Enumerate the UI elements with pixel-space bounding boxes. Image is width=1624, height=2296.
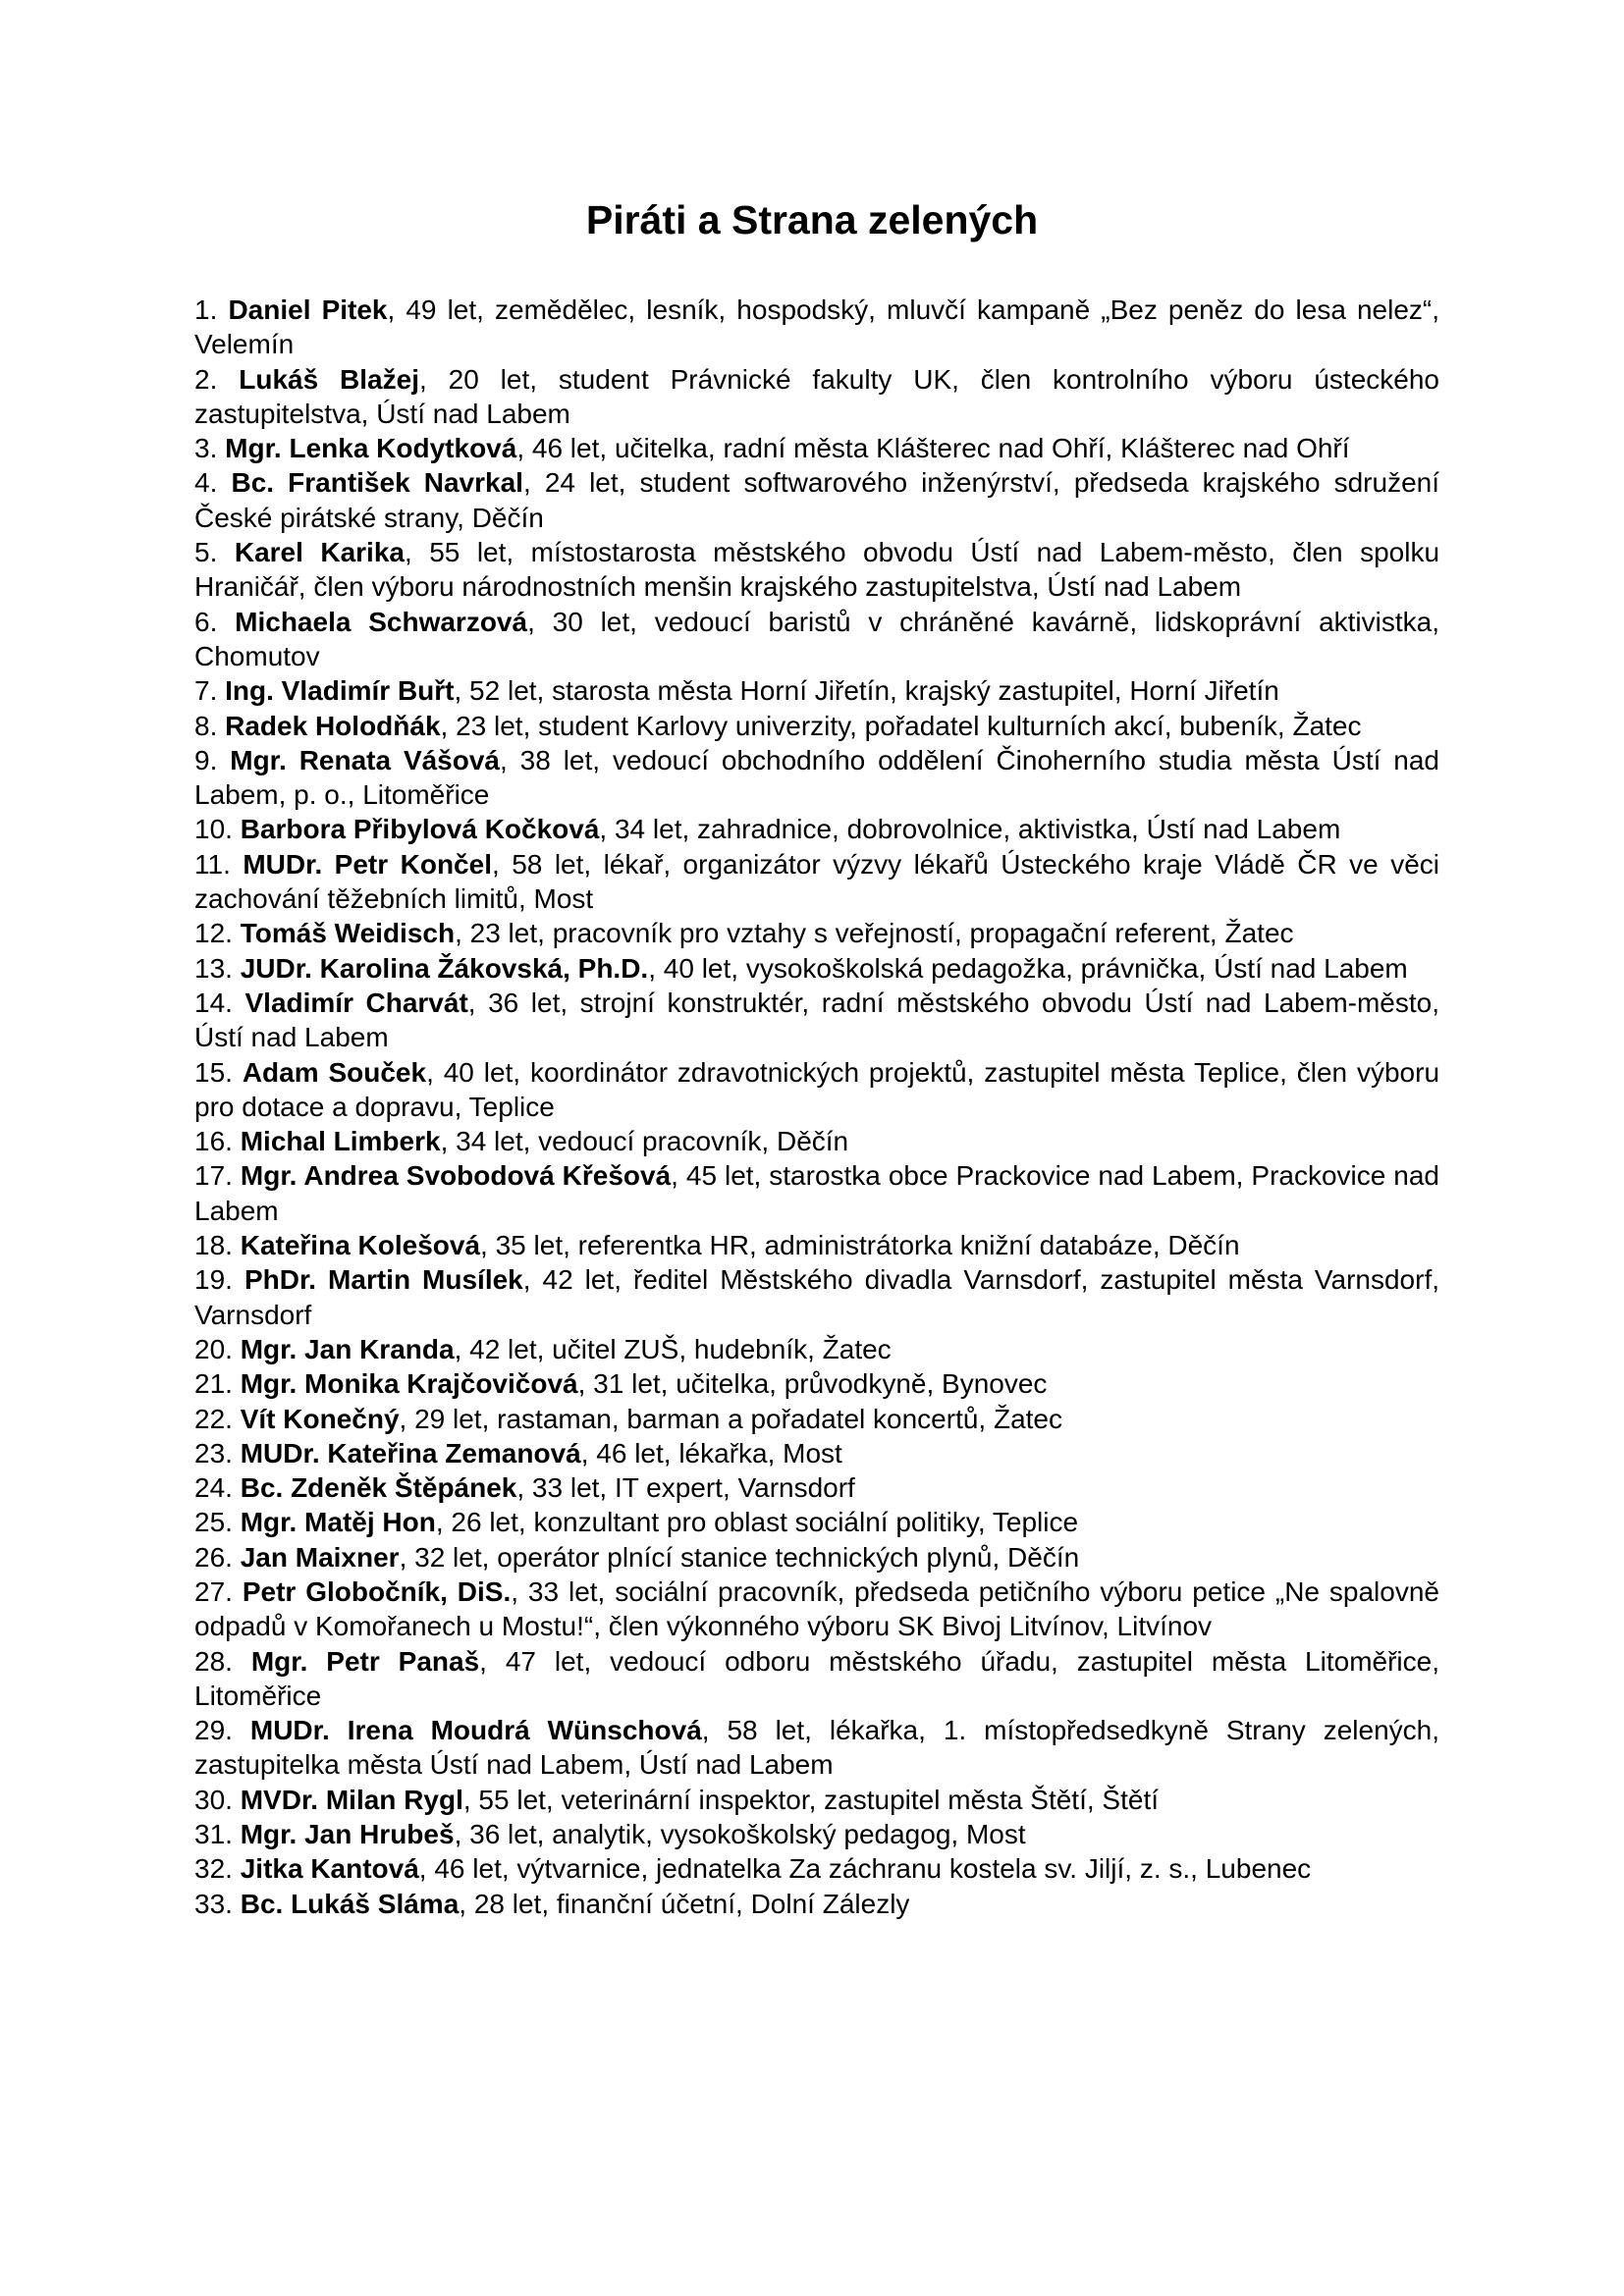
candidate-description: , 24 let, student softwarového inženýrství, předseda krajského sdružení České pirátské strany, Děčín xyxy=(194,467,1440,533)
candidate-item xyxy=(194,1817,1439,1851)
candidate-name: Vít Konečný xyxy=(240,1403,400,1434)
candidate-item xyxy=(194,1055,1439,1125)
candidate-name: Mgr. Andrea Svobodová Křešová xyxy=(240,1160,672,1192)
candidate-number: 11. xyxy=(194,848,231,880)
candidate-name: Bc. František Navrkal xyxy=(231,467,523,499)
candidate-number: 18. xyxy=(194,1230,233,1261)
candidate-name: MUDr. Petr Končel xyxy=(243,848,492,880)
candidate-description: , 34 let, vedoucí pracovník, Děčín xyxy=(440,1126,849,1157)
candidate-item xyxy=(194,1887,1439,1921)
candidate-item xyxy=(194,1783,1439,1817)
candidate-description: , 47 let, vedoucí odboru městského úřadu, zastupitel města Litoměřice, Litoměřice xyxy=(194,1645,1439,1711)
candidate-item xyxy=(194,1575,1439,1644)
candidate-item xyxy=(194,362,1439,432)
candidate-number: 7. xyxy=(194,675,218,707)
candidate-name: Mgr. Petr Panaš xyxy=(250,1645,480,1677)
candidate-name: Radek Holodňák xyxy=(225,710,441,741)
candidate-description: , 42 let, učitel ZUŠ, hudebník, Žatec xyxy=(454,1333,892,1364)
candidate-number: 23. xyxy=(194,1437,233,1468)
candidate-number: 22. xyxy=(194,1403,233,1434)
candidate-number: 19. xyxy=(194,1264,233,1296)
candidate-description: , 31 let, učitelka, průvodkyně, Bynovec xyxy=(577,1368,1048,1400)
candidate-name: MVDr. Milan Rygl xyxy=(240,1784,463,1815)
candidate-description: , 42 let, ředitel Městského divadla Varnsdorf, zastupitel města Varnsdorf, Varnsdorf xyxy=(194,1264,1439,1330)
candidate-name: PhDr. Martin Musílek xyxy=(244,1264,523,1296)
candidate-item xyxy=(194,986,1439,1055)
candidate-description: , 46 let, učitelka, radní města Klášterec nad Ohří, Klášterec nad Ohří xyxy=(516,433,1350,464)
candidate-item xyxy=(194,1713,1439,1783)
candidate-description: , 35 let, referentka HR, administrátorka knižní databáze, Děčín xyxy=(480,1230,1240,1261)
candidate-number: 2. xyxy=(194,363,218,395)
candidate-list xyxy=(194,293,1439,1921)
candidate-item xyxy=(194,1228,1439,1262)
candidate-item xyxy=(194,709,1439,743)
candidate-name: Mgr. Jan Kranda xyxy=(240,1333,455,1364)
page-title: Piráti a Strana zelených xyxy=(585,197,1039,242)
candidate-name: Mgr. Renata Vášová xyxy=(230,744,501,775)
candidate-number: 8. xyxy=(194,710,218,741)
candidate-item xyxy=(194,293,1439,362)
candidate-number: 17. xyxy=(194,1160,233,1192)
candidate-name: Kateřina Kolešová xyxy=(240,1230,481,1261)
candidate-description: , 40 let, koordinátor zdravotnických projektů, zastupitel města Teplice, člen výboru pro dotace a dopravu, Teplice xyxy=(194,1056,1440,1122)
candidate-name: Tomáš Weidisch xyxy=(240,918,456,949)
candidate-number: 29. xyxy=(194,1715,233,1746)
candidate-number: 13. xyxy=(194,952,233,984)
candidate-name: Michaela Schwarzová xyxy=(235,606,528,637)
candidate-item xyxy=(194,1470,1439,1505)
candidate-name: Mgr. Lenka Kodytková xyxy=(225,433,517,464)
candidate-number: 24. xyxy=(194,1472,233,1504)
candidate-number: 21. xyxy=(194,1368,233,1400)
candidate-description: , 28 let, finanční účetní, Dolní Zálezly xyxy=(459,1888,910,1919)
candidate-description: , 32 let, operátor plnící stanice technických plynů, Děčín xyxy=(399,1541,1080,1573)
candidate-description: , 46 let, lékařka, Most xyxy=(580,1437,842,1468)
candidate-item xyxy=(194,1505,1439,1539)
candidate-description: , 33 let, sociální pracovník, předseda petičního výboru petice „Ne spalovně odpadů v Komořanech u Mostu!“, člen výkonného výboru SK Bivoj Litvínov, Litvínov xyxy=(194,1575,1439,1642)
candidate-description: , 45 let, starostka obce Prackovice nad Labem, Prackovice nad Labem xyxy=(194,1160,1439,1226)
candidate-name: Michal Limberk xyxy=(240,1126,441,1157)
candidate-description: , 49 let, zemědělec, lesník, hospodský, mluvčí kampaně „Bez peněz do lesa nelez“, Velemín xyxy=(194,294,1440,360)
candidate-description: , 36 let, analytik, vysokoškolský pedagog, Most xyxy=(454,1819,1026,1850)
candidate-number: 9. xyxy=(194,744,218,775)
candidate-item xyxy=(194,1402,1439,1436)
candidate-name: Barbora Přibylová Kočková xyxy=(240,814,600,845)
candidate-number: 16. xyxy=(194,1126,233,1157)
candidate-number: 3. xyxy=(194,433,218,464)
candidate-description: , 20 let, student Právnické fakulty UK, člen kontrolního výboru ústeckého zastupitelstva, Ústí nad Labem xyxy=(194,363,1439,429)
candidate-description: , 23 let, pracovník pro vztahy s veřejností, propagační referent, Žatec xyxy=(455,918,1294,949)
candidate-number: 27. xyxy=(194,1575,233,1607)
candidate-item xyxy=(194,1644,1439,1714)
candidate-number: 30. xyxy=(194,1784,233,1815)
candidate-item xyxy=(194,431,1439,465)
candidate-name: Daniel Pitek xyxy=(228,294,388,325)
candidate-name: Mgr. Monika Krajčovičová xyxy=(240,1368,578,1400)
candidate-number: 15. xyxy=(194,1056,233,1088)
candidate-item xyxy=(194,847,1439,917)
candidate-item xyxy=(194,1332,1439,1366)
candidate-name: MUDr. Kateřina Zemanová xyxy=(240,1437,581,1468)
candidate-name: Jitka Kantová xyxy=(240,1853,419,1885)
candidate-description: , 46 let, výtvarnice, jednatelka Za záchranu kostela sv. Jiljí, z. s., Lubenec xyxy=(418,1853,1312,1885)
candidate-description: , 34 let, zahradnice, dobrovolnice, aktivistka, Ústí nad Labem xyxy=(599,814,1341,845)
candidate-description: , 26 let, konzultant pro oblast sociální politiky, Teplice xyxy=(435,1507,1079,1538)
candidate-number: 14. xyxy=(194,987,233,1018)
candidate-number: 32. xyxy=(194,1853,233,1885)
candidate-description: , 33 let, IT expert, Varnsdorf xyxy=(516,1472,855,1504)
candidate-item xyxy=(194,743,1439,813)
candidate-name: MUDr. Irena Moudrá Wünschová xyxy=(249,1715,702,1746)
candidate-name: Bc. Zdeněk Štěpánek xyxy=(240,1472,517,1504)
candidate-name: Mgr. Matěj Hon xyxy=(240,1507,436,1538)
candidate-description: , 55 let, místostarosta městského obvodu Ústí nad Labem-město, člen spolku Hraničář, člen výboru národnostních menšin krajského zastupitelstva, Ústí nad Labem xyxy=(194,537,1440,603)
candidate-name: Ing. Vladimír Buřt xyxy=(225,675,455,707)
candidate-number: 31. xyxy=(194,1819,233,1850)
candidate-name: JUDr. Karolina Žákovská, Ph.D. xyxy=(240,952,649,984)
candidate-name: Mgr. Jan Hrubeš xyxy=(240,1819,455,1850)
candidate-item xyxy=(194,1262,1439,1332)
candidate-number: 26. xyxy=(194,1541,233,1573)
candidate-item xyxy=(194,673,1439,708)
candidate-description: , 36 let, strojní konstruktér, radní městského obvodu Ústí nad Labem-město, Ústí nad Labem xyxy=(194,987,1439,1053)
candidate-item xyxy=(194,1540,1439,1575)
candidate-number: 20. xyxy=(194,1333,233,1364)
candidate-name: Adam Souček xyxy=(242,1056,427,1088)
candidate-description: , 58 let, lékařka, 1. místopředsedkyně Strany zelených, zastupitelka města Ústí nad Labem, Ústí nad Labem xyxy=(194,1715,1440,1781)
candidate-item xyxy=(194,1851,1439,1886)
candidate-item xyxy=(194,465,1439,535)
candidate-description: , 30 let, vedoucí baristů v chráněné kavárně, lidskoprávní aktivistka, Chomutov xyxy=(194,606,1440,671)
candidate-item xyxy=(194,951,1439,986)
candidate-item xyxy=(194,535,1439,605)
candidate-name: Karel Karika xyxy=(234,537,405,568)
candidate-number: 28. xyxy=(194,1645,233,1677)
candidate-number: 5. xyxy=(194,537,218,568)
candidate-number: 6. xyxy=(194,606,218,637)
candidate-name: Vladimír Charvát xyxy=(244,987,468,1018)
candidate-item xyxy=(194,1436,1439,1470)
candidate-item xyxy=(194,1124,1439,1158)
candidate-item xyxy=(194,1366,1439,1401)
candidate-description: , 29 let, rastaman, barman a pořadatel koncertů, Žatec xyxy=(399,1403,1063,1434)
candidate-description: , 40 let, vysokoškolská pedagožka, právnička, Ústí nad Labem xyxy=(648,952,1408,984)
candidate-description: , 38 let, vedoucí obchodního oddělení Činoherního studia města Ústí nad Labem, p. o., Litoměřice xyxy=(194,744,1439,811)
candidate-number: 25. xyxy=(194,1507,233,1538)
candidate-description: , 58 let, lékař, organizátor výzvy lékařů Ústeckého kraje Vládě ČR ve věci zachování těžebních limitů, Most xyxy=(194,848,1439,915)
candidate-number: 4. xyxy=(194,467,218,499)
candidate-item xyxy=(194,916,1439,950)
candidate-item xyxy=(194,1158,1439,1228)
candidate-item xyxy=(194,605,1439,674)
candidate-number: 10. xyxy=(194,814,233,845)
candidate-name: Bc. Lukáš Sláma xyxy=(240,1888,460,1919)
candidate-description: , 55 let, veterinární inspektor, zastupitel města Štětí, Štětí xyxy=(462,1784,1160,1815)
candidate-number: 12. xyxy=(194,918,233,949)
candidate-name: Petr Globočník, DiS. xyxy=(242,1575,512,1607)
candidate-description: , 52 let, starosta města Horní Jiřetín, krajský zastupitel, Horní Jiřetín xyxy=(454,675,1279,707)
candidate-name: Lukáš Blažej xyxy=(239,363,419,395)
candidate-item xyxy=(194,812,1439,846)
candidate-name: Jan Maixner xyxy=(240,1541,400,1573)
candidate-description: , 23 let, student Karlovy univerzity, pořadatel kulturních akcí, bubeník, Žatec xyxy=(440,710,1362,741)
candidate-number: 1. xyxy=(194,294,218,325)
candidate-number: 33. xyxy=(194,1888,233,1919)
